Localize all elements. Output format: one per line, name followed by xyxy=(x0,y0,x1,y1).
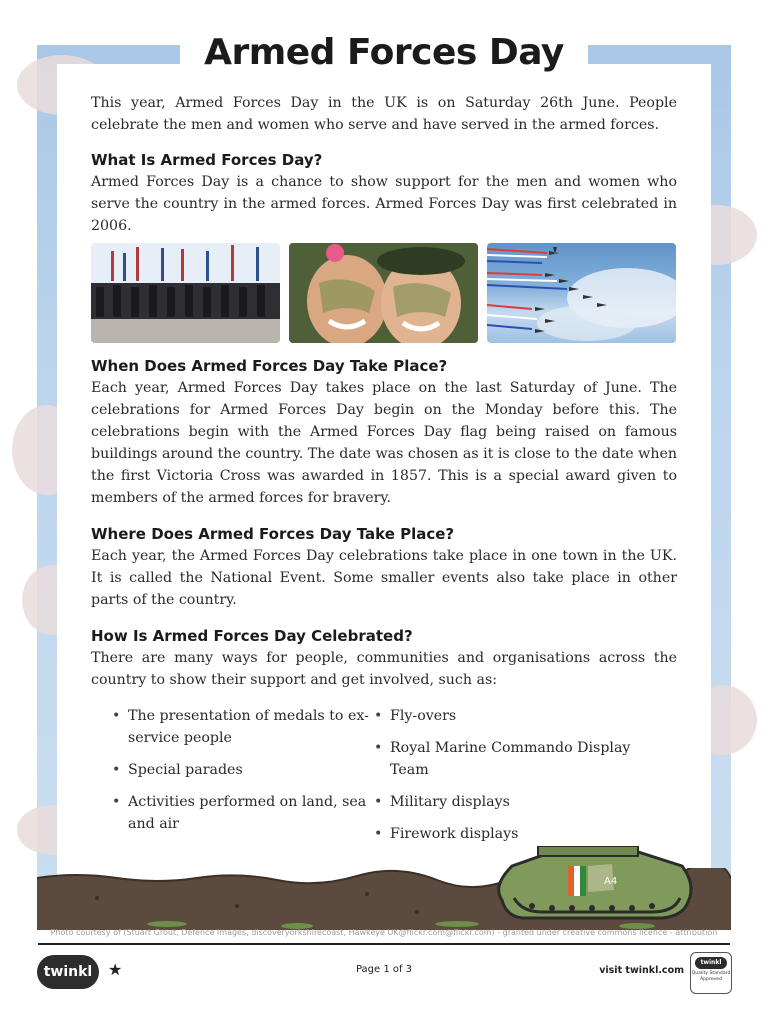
photo-credit: Photo courtesy of (Stuart Grout, Defence Images, discoveryorkshirecoast, Hawkeye UK@flickr.com@flickr.com) - granted under creative commons licence - attribution xyxy=(50,928,718,937)
list-item: • Fly-overs xyxy=(371,705,641,727)
faces-photo xyxy=(289,243,478,343)
list-item: • Activities performed on land, sea and air xyxy=(109,791,371,835)
tank-illustration xyxy=(492,846,697,922)
visit-link[interactable]: visit twinkl.com xyxy=(599,965,684,976)
twinkl-logo[interactable]: twinkl xyxy=(37,955,99,989)
parade-photo xyxy=(91,243,280,343)
section-heading: How Is Armed Forces Day Celebrated? xyxy=(91,627,413,645)
celebration-list xyxy=(91,705,677,855)
badge-text: Quality Standard Approved xyxy=(691,971,731,982)
jets-photo xyxy=(487,243,676,343)
title-banner xyxy=(180,30,588,78)
page-number: Page 1 of 3 xyxy=(355,964,413,975)
bullet-column-right xyxy=(371,705,641,855)
quality-badge xyxy=(690,952,732,994)
badge-logo: twinkl xyxy=(695,957,727,969)
list-item: • The presentation of medals to ex-service people xyxy=(109,705,371,749)
list-item: • Royal Marine Commando Display Team xyxy=(371,737,641,781)
tank-label: A4 xyxy=(604,876,618,887)
photo-strip xyxy=(91,243,677,343)
section-heading: What Is Armed Forces Day? xyxy=(91,151,323,169)
section-body: There are many ways for people, communities and organisations across the country to show their support and get involved, such as: xyxy=(91,650,677,688)
section-body: Armed Forces Day is a chance to show support for the men and women who serve the country in the armed forces. Armed Forces Day was first celebrated in 2006. xyxy=(91,174,677,234)
page-title: Armed Forces Day xyxy=(204,32,564,73)
intro-paragraph: This year, Armed Forces Day in the UK is on Saturday 26th June. People celebrate the men and women who serve and have served in the armed forces. xyxy=(91,95,677,133)
article-content xyxy=(91,92,677,855)
section-heading: Where Does Armed Forces Day Take Place? xyxy=(91,525,455,543)
list-item: • Special parades xyxy=(109,759,371,781)
section-heading: When Does Armed Forces Day Take Place? xyxy=(91,357,448,375)
footer-divider xyxy=(38,943,730,945)
bullet-column-left xyxy=(109,705,371,855)
star-icon: ★ xyxy=(108,960,123,979)
list-item: • Firework displays xyxy=(371,823,641,845)
section-body: Each year, the Armed Forces Day celebrations take place in one town in the UK. It is called the National Event. Some smaller events also take place in other parts of the country. xyxy=(91,548,677,608)
list-item: • Military displays xyxy=(371,791,641,813)
section-body: Each year, Armed Forces Day takes place on the last Saturday of June. The celebrations for Armed Forces Day begin on the Monday before this. The celebrations begin with the Armed Forces Day flag being raised on famous buildings around the country. The date was chosen as it is close to the date when the first Victoria Cross was awarded in 1857. This is a special award given to members of the armed forces for bravery. xyxy=(91,380,677,506)
